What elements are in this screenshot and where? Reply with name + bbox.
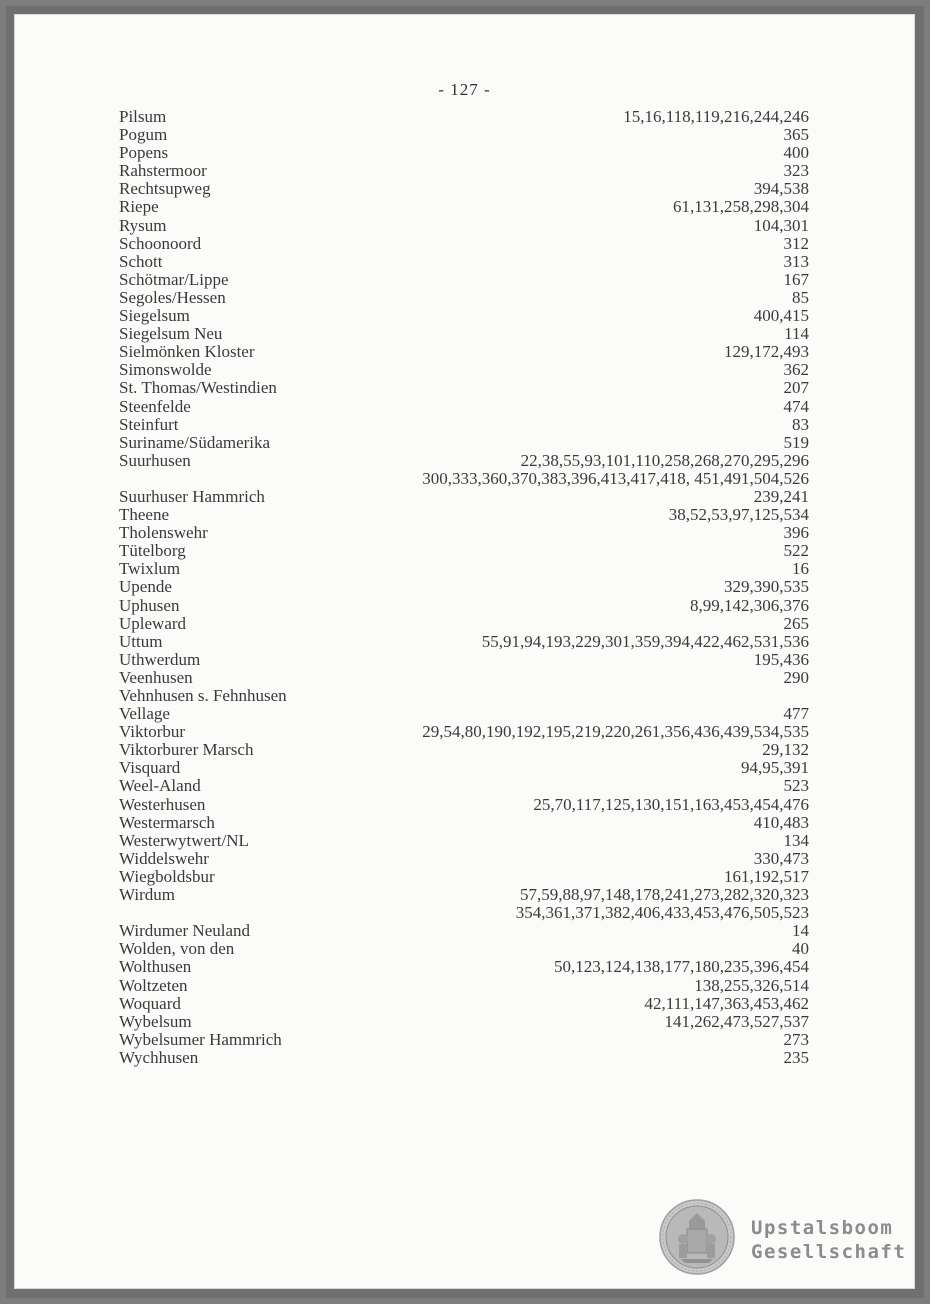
index-entry [119, 922, 809, 940]
index-entry [119, 940, 809, 958]
place-name: Veenhusen [119, 667, 193, 687]
place-name: Upleward [119, 613, 187, 633]
page-references: 207 [783, 378, 809, 398]
page-references: 134 [783, 830, 809, 850]
index-entry [119, 434, 809, 452]
index-entry [119, 633, 809, 651]
index-entry [119, 416, 809, 434]
index-entry [119, 578, 809, 596]
page-references: 290 [783, 667, 809, 687]
page-references: 55,91,94,193,229,301,359,394,422,462,531,536 [481, 631, 809, 651]
index-entry [119, 144, 809, 162]
index-entry [119, 1049, 809, 1067]
place-name: Rysum [119, 215, 167, 235]
page-references: 22,38,55,93,101,110,258,268,270,295,296 [520, 450, 809, 470]
page-references: 477 [783, 704, 809, 724]
watermark-line-1: Upstalsboom [751, 1217, 894, 1239]
index-entry [119, 958, 809, 976]
place-name: Simonswolde [119, 360, 212, 380]
index-entry [119, 253, 809, 271]
place-name: Wolthusen [119, 957, 192, 977]
place-name: Wychhusen [119, 1047, 199, 1067]
place-name: Westerwytwert/NL [119, 830, 249, 850]
index-entry [119, 217, 809, 235]
page-references: 400,415 [753, 306, 809, 326]
index-entry [119, 162, 809, 180]
index-entry [119, 452, 809, 470]
index-entry [119, 651, 809, 669]
place-name: Schötmar/Lippe [119, 269, 229, 289]
page-references: 394,538 [753, 179, 809, 199]
page-references: 14 [792, 921, 809, 941]
index-entry [119, 886, 809, 904]
page-references: 94,95,391 [741, 758, 809, 778]
index-entry [119, 198, 809, 216]
page-references: 313 [783, 251, 809, 271]
index-entry [119, 687, 809, 705]
page-references: 195,436 [753, 649, 809, 669]
page-references: 522 [783, 541, 809, 561]
index-entry [119, 904, 809, 922]
page-references: 57,59,88,97,148,178,241,273,282,320,323 [520, 885, 809, 905]
page-references: 410,483 [753, 812, 809, 832]
index-entry [119, 398, 809, 416]
index-entry [119, 723, 809, 741]
index-entry [119, 741, 809, 759]
index-entry [119, 126, 809, 144]
index-entry [119, 615, 809, 633]
index-entry [119, 977, 809, 995]
page-references: 61,131,258,298,304 [673, 197, 809, 217]
place-name: Tholenswehr [119, 523, 208, 543]
place-name: Riepe [119, 197, 159, 217]
index-entry [119, 289, 809, 307]
page-references: 15,16,118,119,216,244,246 [623, 107, 809, 126]
page-references: 235 [783, 1047, 809, 1067]
place-name: Woltzeten [119, 975, 188, 995]
index-entry [119, 506, 809, 524]
place-name: Suurhusen [119, 450, 191, 470]
index-entry [119, 524, 809, 542]
place-name: Rahstermoor [119, 161, 207, 181]
index-entry [119, 343, 809, 361]
page-references: 85 [792, 287, 809, 307]
place-name: Wybelsum [119, 1011, 192, 1031]
place-name: Theene [119, 505, 170, 525]
place-name: Siegelsum [119, 306, 190, 326]
page-references: 138,255,326,514 [694, 975, 809, 995]
place-name: Visquard [119, 758, 181, 778]
page-references: 40 [792, 939, 809, 959]
page-references: 25,70,117,125,130,151,163,453,454,476 [533, 794, 809, 814]
page-references: 312 [783, 233, 809, 253]
place-name: Segoles/Hessen [119, 287, 226, 307]
seal-icon [659, 1199, 735, 1275]
place-name: Wybelsumer Hammrich [119, 1029, 282, 1049]
place-name: Suriname/Südamerika [119, 432, 271, 452]
page-references: 83 [792, 414, 809, 434]
place-name: Uttum [119, 631, 163, 651]
page-number: - 127 - [438, 80, 491, 99]
index-entry [119, 597, 809, 615]
place-name: Twixlum [119, 559, 181, 579]
page-references: 474 [783, 396, 809, 416]
page-references: 354,361,371,382,406,433,453,476,505,523 [515, 903, 809, 923]
page-references: 329,390,535 [724, 577, 809, 597]
page-references: 161,192,517 [724, 866, 809, 886]
document-page [14, 14, 915, 1289]
place-name: Weel-Aland [119, 776, 201, 796]
index-entry [119, 796, 809, 814]
place-name: Vellage [119, 704, 170, 724]
index-entry [119, 560, 809, 578]
page-references: 362 [783, 360, 809, 380]
watermark-text [751, 1216, 906, 1264]
index-entry [119, 814, 809, 832]
place-name: Wolden, von den [119, 939, 235, 959]
page-references: 400 [783, 143, 809, 163]
index-entry [119, 488, 809, 506]
place-name: Uthwerdum [119, 649, 201, 669]
page-references: 323 [783, 161, 809, 181]
page-references: 42,111,147,363,453,462 [644, 993, 809, 1013]
index-entry [119, 180, 809, 198]
index-entry [119, 470, 809, 488]
index-entry [119, 832, 809, 850]
index-entry [119, 108, 809, 126]
place-name: Popens [119, 143, 169, 163]
place-name: Schoonoord [119, 233, 202, 253]
page-references: 167 [783, 269, 809, 289]
index-entry [119, 325, 809, 343]
place-name: Wiegboldsbur [119, 866, 215, 886]
page-references: 104,301 [753, 215, 809, 235]
place-name: Schott [119, 251, 163, 271]
index-entry [119, 271, 809, 289]
place-name: Woquard [119, 993, 181, 1013]
place-name: Sielmönken Kloster [119, 342, 255, 362]
page-references: 519 [783, 432, 809, 452]
index-entry [119, 235, 809, 253]
place-name: Pilsum [119, 107, 167, 126]
place-name: Rechtsupweg [119, 179, 211, 199]
place-name: Viktorbur [119, 722, 186, 742]
place-name: Westermarsch [119, 812, 215, 832]
index-entry [119, 1031, 809, 1049]
index-entry [119, 850, 809, 868]
index-entry [119, 705, 809, 723]
place-name: Suurhuser Hammrich [119, 486, 265, 506]
place-name: Uphusen [119, 595, 180, 615]
index-entry [119, 759, 809, 777]
page-references: 365 [783, 125, 809, 145]
page-references: 16 [792, 559, 809, 579]
index-entry [119, 995, 809, 1013]
index-entry [119, 361, 809, 379]
index-entry [119, 868, 809, 886]
page-references: 29,54,80,190,192,195,219,220,261,356,436,439,534,535 [422, 722, 809, 742]
page-references: 523 [783, 776, 809, 796]
place-name: Viktorburer Marsch [119, 740, 254, 760]
page-references: 273 [783, 1029, 809, 1049]
place-name: St. Thomas/Westindien [119, 378, 277, 398]
place-name: Wirdumer Neuland [119, 921, 251, 941]
place-name: Steenfelde [119, 396, 191, 416]
watermark-line-2: Gesellschaft [751, 1241, 907, 1263]
page-references: 38,52,53,97,125,534 [668, 505, 809, 525]
page-references: 114 [784, 324, 809, 344]
index-entry [119, 379, 809, 397]
page-references: 330,473 [753, 848, 809, 868]
place-name: Westerhusen [119, 794, 206, 814]
place-index [119, 108, 809, 1067]
index-entry [119, 307, 809, 325]
page-references: 300,333,360,370,383,396,413,417,418, 451,491,504,526 [422, 468, 809, 488]
index-entry [119, 542, 809, 560]
page-references: 265 [783, 613, 809, 633]
page-references: 239,241 [753, 486, 809, 506]
place-name: Tütelborg [119, 541, 186, 561]
index-entry [119, 669, 809, 687]
page-references: 141,262,473,527,537 [664, 1011, 809, 1031]
place-name: Upende [119, 577, 172, 597]
page-references: 129,172,493 [724, 342, 809, 362]
page-references: 29,132 [762, 740, 809, 760]
place-name: Pogum [119, 125, 168, 145]
page-references: 50,123,124,138,177,180,235,396,454 [554, 957, 809, 977]
page-references: 396 [783, 523, 809, 543]
place-name: Wirdum [119, 885, 175, 905]
place-name: Widdelswehr [119, 848, 209, 868]
place-name: Vehnhusen s. Fehnhusen [119, 686, 287, 705]
index-entry [119, 1013, 809, 1031]
place-name: Siegelsum Neu [119, 324, 223, 344]
place-name: Steinfurt [119, 414, 179, 434]
page-references: 8,99,142,306,376 [690, 595, 809, 615]
index-entry [119, 777, 809, 795]
